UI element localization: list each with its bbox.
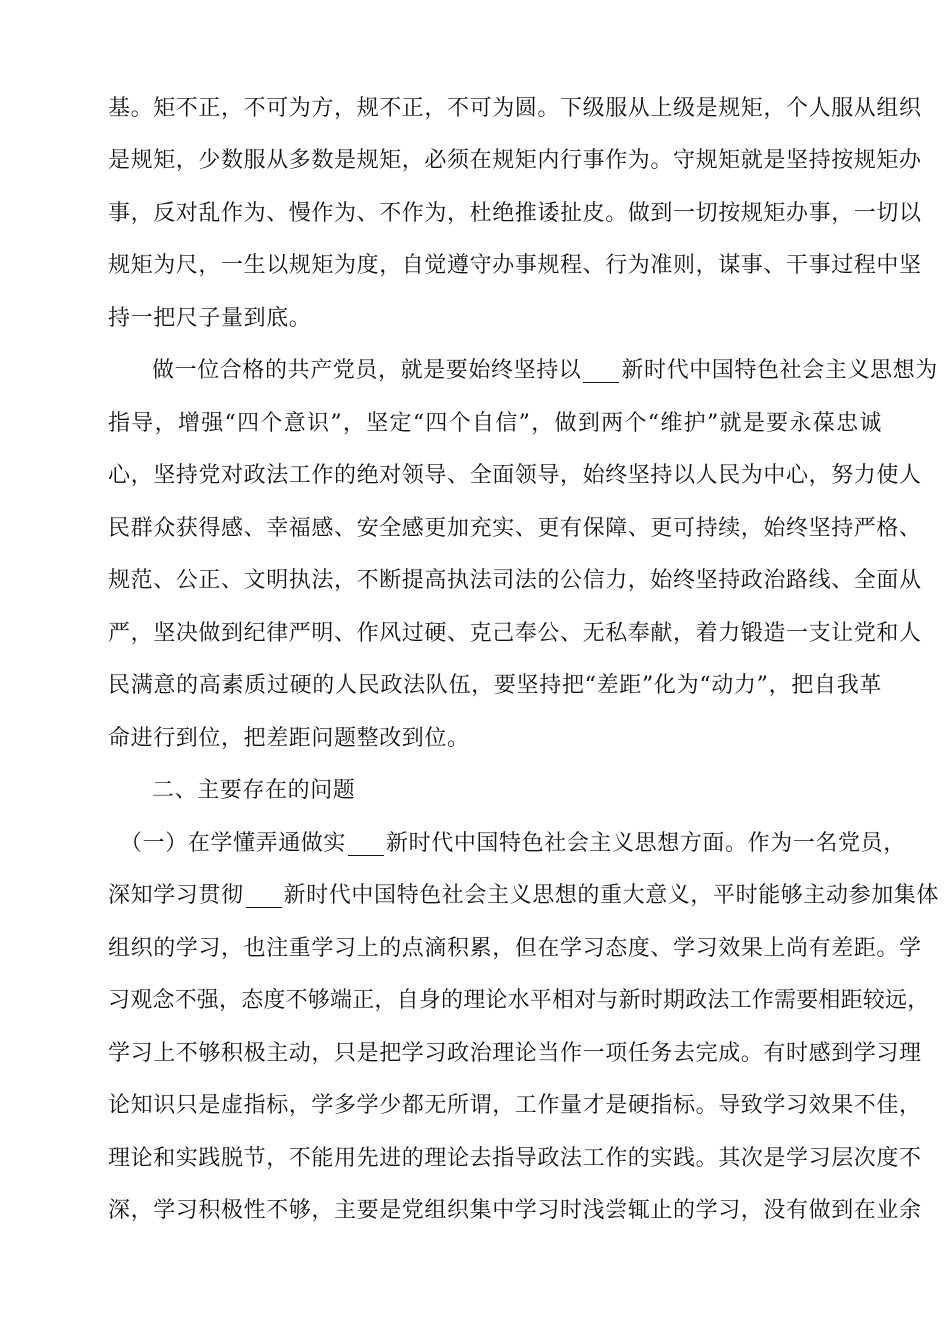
paragraph-line: 严，坚决做到纪律严明、作风过硬、克己奉公、无私奉献，着力锻造一支让党和人 — [108, 621, 922, 646]
paragraph-line — [152, 351, 938, 391]
text-segment: 做一位合格的共产党员，就是要始终坚持以 — [152, 358, 582, 383]
section-heading: 二、主要存在的问题 — [152, 778, 356, 803]
text-segment: （一）在学懂弄通做实 — [120, 831, 347, 856]
blank-underline — [348, 831, 384, 856]
text-segment: 新时代中国特色社会主义思想方面。作为一名党员， — [386, 831, 906, 856]
paragraph-line: 理论和实践脱节，不能用先进的理论去指导政法工作的实践。其次是学习层次度不 — [108, 1146, 922, 1171]
paragraph-line: 持一把尺子量到底。 — [108, 306, 312, 331]
blank-underline — [246, 883, 282, 908]
blank-underline — [583, 358, 619, 383]
paragraph-line: 命进行到位，把差距问题整改到位。 — [108, 726, 470, 751]
paragraph-line — [120, 824, 906, 864]
text-segment: 新时代中国特色社会主义思想为 — [621, 358, 938, 383]
paragraph-line: 心，坚持党对政法工作的绝对领导、全面领导，始终坚持以人民为中心，努力使人 — [108, 463, 922, 488]
paragraph-line: 深，学习积极性不够，主要是党组织集中学习时浅尝辄止的学习，没有做到在业余 — [108, 1198, 922, 1223]
paragraph-line — [108, 876, 940, 916]
paragraph-line: 学习上不够积极主动，只是把学习政治理论当作一项任务去完成。有时感到学习理 — [108, 1041, 922, 1066]
paragraph-line: 民群众获得感、幸福感、安全感更加充实、更有保障、更可持续，始终坚持严格、 — [108, 516, 922, 541]
paragraph-line: 组织的学习，也注重学习上的点滴积累，但在学习态度、学习效果上尚有差距。学 — [108, 936, 922, 961]
text-segment: 新时代中国特色社会主义思想的重大意义，平时能够主动参加集体 — [283, 883, 940, 908]
paragraph-line: 论知识只是虚指标，学多学少都无所谓，工作量才是硬指标。导致学习效果不佳， — [108, 1093, 922, 1118]
paragraph-line: 事，反对乱作为、慢作为、不作为，杜绝推诿扯皮。做到一切按规矩办事，一切以 — [108, 201, 922, 226]
paragraph-line: 习观念不强，态度不够端正，自身的理论水平相对与新时期政法工作需要相距较远， — [108, 988, 930, 1013]
paragraph-line: 是规矩，少数服从多数是规矩，必须在规矩内行事作为。守规矩就是坚持按规矩办 — [108, 148, 922, 173]
paragraph-line: 民满意的高素质过硬的人民政法队伍，要坚持把“差距”化为“动力”，把自我革 — [108, 673, 882, 698]
paragraph-line: 规范、公正、文明执法，不断提高执法司法的公信力，始终坚持政治路线、全面从 — [108, 568, 922, 593]
paragraph-line: 指导，增强“四个意识”，坚定“四个自信”，做到两个“维护”就是要永葆忠诚 — [108, 411, 882, 436]
paragraph-line: 基。矩不正，不可为方，规不正，不可为圆。下级服从上级是规矩，个人服从组织 — [108, 96, 922, 121]
paragraph-line: 规矩为尺，一生以规矩为度，自觉遵守办事规程、行为准则，谋事、干事过程中坚 — [108, 253, 922, 278]
text-segment: 深知学习贯彻 — [108, 883, 244, 908]
